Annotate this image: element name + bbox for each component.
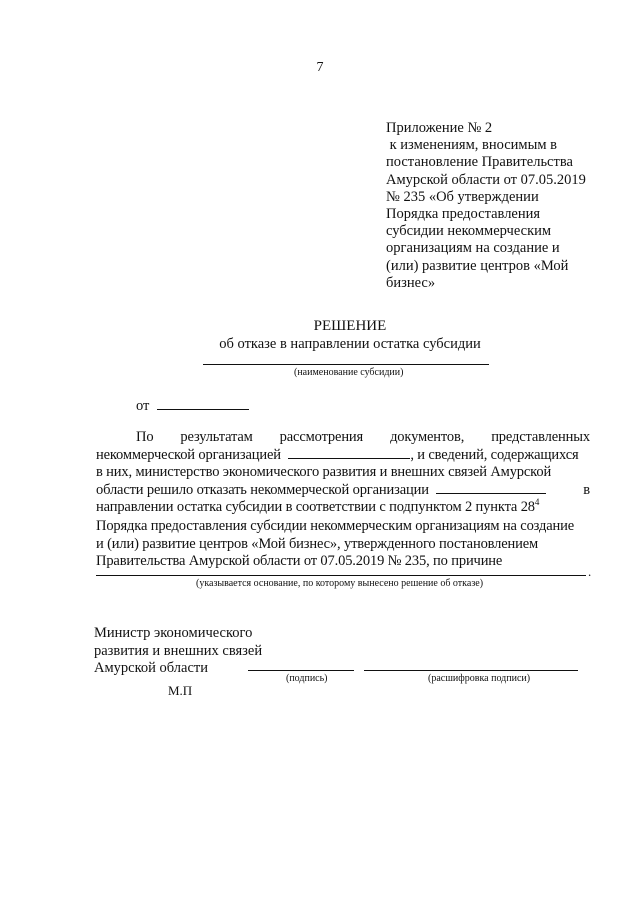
body-text-segment: области решило отказать некоммерческой организации (96, 481, 429, 498)
body-line: и (или) развитие центров «Мой бизнес», утвержденного постановлением (96, 535, 539, 552)
signer-block (94, 625, 262, 678)
date-label: от (136, 398, 150, 414)
signature-decode-line (364, 670, 578, 671)
page-number: 7 (316, 60, 324, 75)
appendix-line: бизнес» (386, 274, 436, 291)
subsidy-name-caption: (наименование субсидии) (294, 367, 404, 378)
signature-decode-caption: (расшифровка подписи) (428, 673, 531, 684)
appendix-header (386, 120, 626, 292)
body-line: Правительства Амурской области от 07.05.2019 № 235, по причине (96, 553, 503, 570)
appendix-line: постановление Правительства (386, 154, 573, 171)
reason-caption: (указывается основание, по которому вынесено решение об отказе) (196, 578, 484, 589)
body-word: результатам (180, 429, 253, 445)
body-word: рассмотрения (279, 429, 364, 445)
appendix-line: к изменениям, вносимым в (386, 137, 557, 154)
organization-blank (288, 447, 410, 459)
appendix-line: организациям на создание и (386, 240, 560, 257)
appendix-line: Порядка предоставления (386, 206, 541, 223)
body-line: Порядка предоставления субсидии некоммерческим организациям на создание (96, 517, 575, 534)
body-line (96, 447, 590, 465)
signature-line (248, 670, 354, 671)
body-line: в них, министерство экономического развития и внешних связей Амурской (96, 464, 552, 481)
body-line (96, 482, 590, 500)
signer-line: развития и внешних связей (94, 642, 263, 659)
signer-line: Министр экономического (94, 625, 253, 641)
body-word: документов, (390, 429, 465, 445)
signer-line: Амурской области (94, 660, 208, 677)
appendix-line: субсидии некоммерческим (386, 223, 552, 240)
signature-caption: (подпись) (286, 673, 328, 684)
seal-label: М.П (168, 683, 193, 698)
organization-blank-2 (436, 482, 546, 494)
body-line (96, 499, 590, 518)
appendix-line: Приложение № 2 (386, 120, 493, 136)
appendix-line: № 235 «Об утверждении (386, 188, 539, 205)
subsidy-name-line (203, 364, 489, 365)
body-line (96, 429, 590, 447)
body-text-segment: , и сведений, содержащихся (410, 446, 579, 463)
decision-body (96, 429, 590, 571)
document-title: РЕШЕНИЕ (313, 318, 387, 334)
body-text-segment: некоммерческой организацией (96, 446, 281, 463)
document-subtitle: об отказе в направлении остатка субсидии (219, 336, 481, 352)
body-word: По (136, 429, 154, 445)
appendix-line: (или) развитие центров «Мой (386, 257, 569, 274)
body-text-segment: направлении остатка субсидии в соответствии с подпунктом 2 пункта 28 (96, 499, 535, 516)
body-text-segment: в (583, 481, 590, 498)
date-row (136, 398, 249, 415)
date-blank (157, 398, 249, 410)
reason-end-mark: . (588, 564, 592, 579)
appendix-line: Амурской области от 07.05.2019 (386, 171, 586, 188)
superscript: 4 (534, 497, 540, 508)
body-word: представленных (491, 429, 590, 445)
reason-line (96, 575, 586, 576)
